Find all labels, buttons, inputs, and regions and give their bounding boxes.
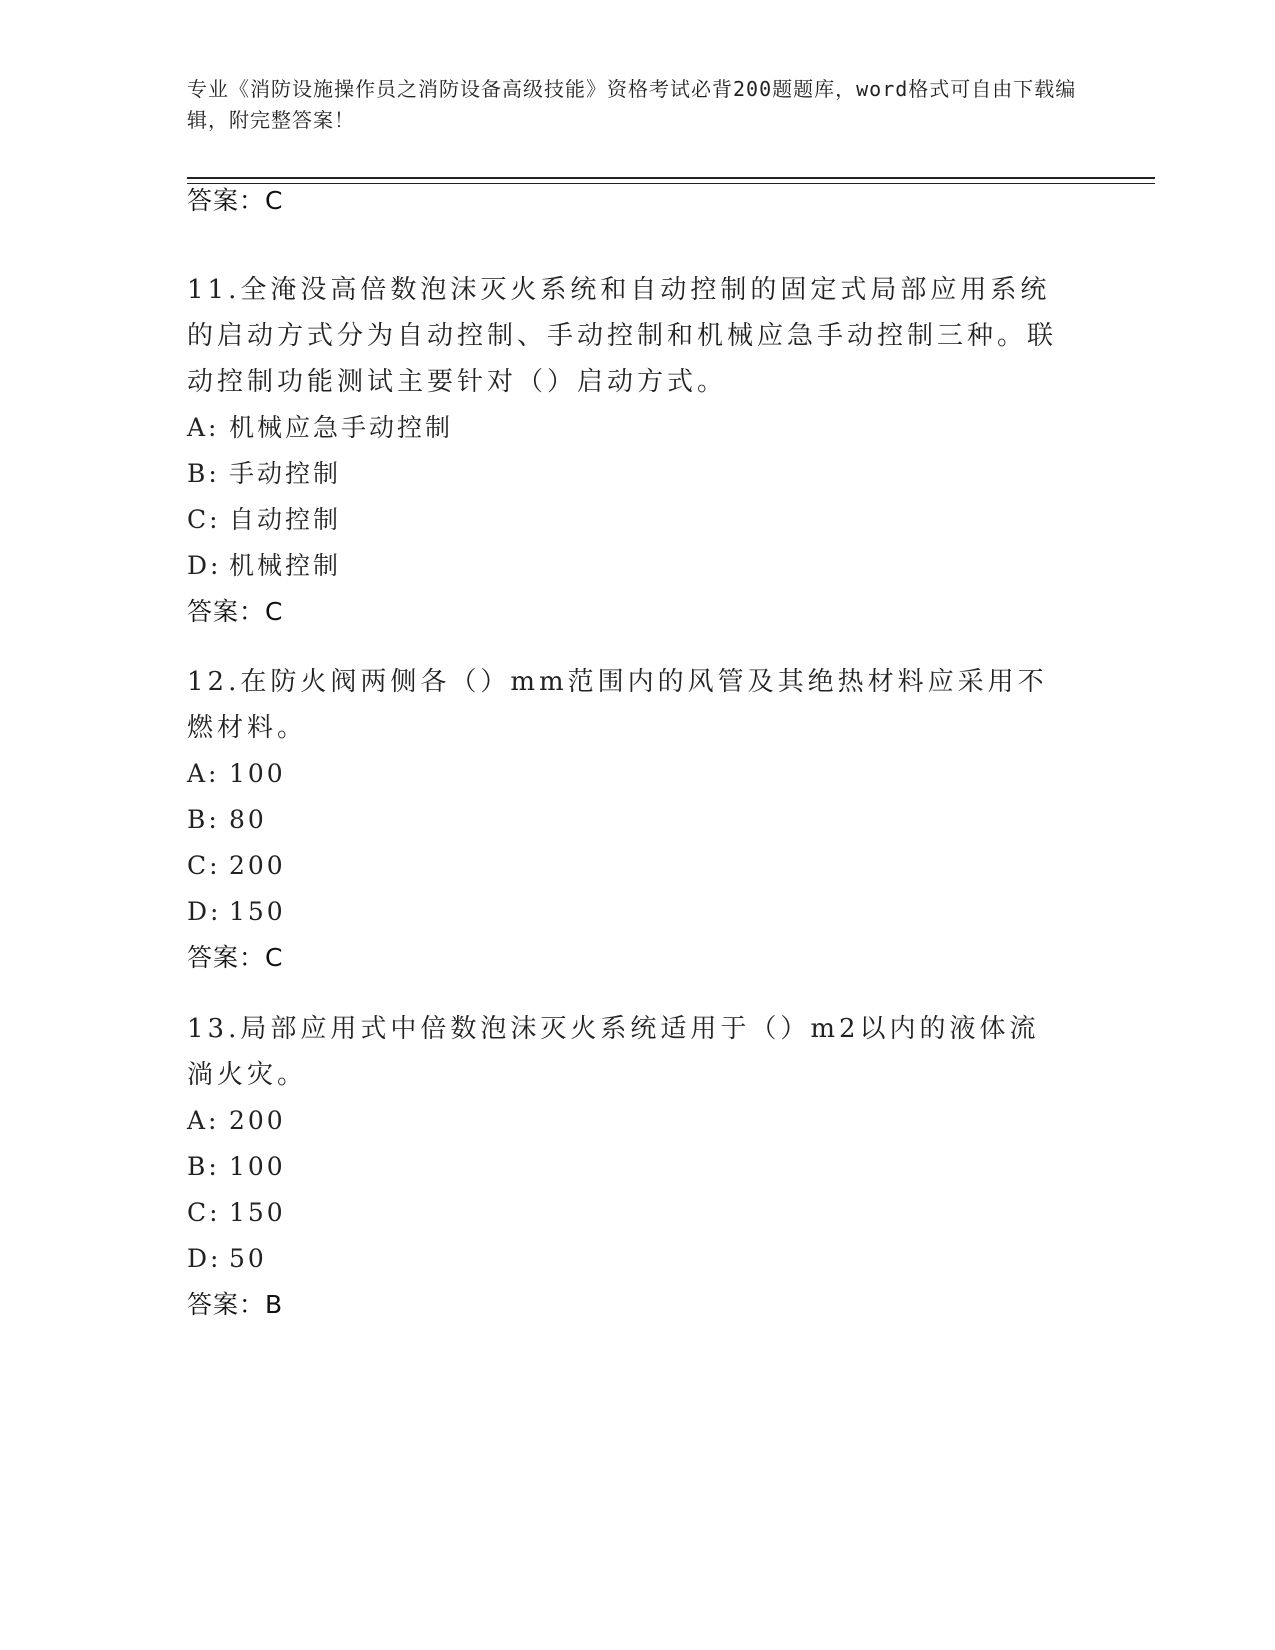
option-text: 机械应急手动控制 bbox=[229, 413, 454, 442]
option-letter: B: bbox=[187, 805, 220, 834]
option-d bbox=[187, 543, 1067, 589]
option-text: 200 bbox=[229, 851, 286, 880]
option-letter: D: bbox=[187, 897, 222, 926]
option-b bbox=[187, 451, 1067, 497]
option-c bbox=[187, 497, 1067, 543]
option-c bbox=[187, 843, 1067, 889]
option-text: 80 bbox=[229, 805, 267, 834]
option-text: 100 bbox=[229, 759, 286, 788]
option-d bbox=[187, 1236, 1067, 1282]
option-text: 手动控制 bbox=[229, 459, 342, 488]
option-a bbox=[187, 751, 1067, 797]
answer-block-q10 bbox=[187, 178, 1087, 224]
option-text: 自动控制 bbox=[229, 505, 342, 534]
answer-q10: 答案：C bbox=[187, 186, 284, 215]
question-text: 12.在防火阀两侧各（）mm范围内的风管及其绝热材料应采用不燃材料。 bbox=[187, 667, 1048, 743]
question-text: 13.局部应用式中倍数泡沫灭火系统适用于（）m2以内的液体流淌火灾。 bbox=[187, 1014, 1040, 1090]
answer-q12: 答案：C bbox=[187, 943, 284, 972]
question-13 bbox=[187, 1006, 1067, 1328]
option-b bbox=[187, 1144, 1067, 1190]
option-text: 200 bbox=[229, 1106, 286, 1135]
option-a bbox=[187, 1098, 1067, 1144]
option-c bbox=[187, 1190, 1067, 1236]
option-letter: D: bbox=[187, 551, 222, 580]
question-12 bbox=[187, 659, 1067, 981]
option-text: 机械控制 bbox=[229, 551, 342, 580]
option-text: 150 bbox=[229, 1198, 286, 1227]
option-a bbox=[187, 405, 1067, 451]
option-letter: D: bbox=[187, 1244, 222, 1273]
question-text: 11.全淹没高倍数泡沫灭火系统和自动控制的固定式局部应用系统的启动方式分为自动控制、手动控制和机械应急手动控制三种。联动控制功能测试主要针对（）启动方式。 bbox=[187, 275, 1058, 397]
option-text: 100 bbox=[229, 1152, 286, 1181]
option-d bbox=[187, 889, 1067, 935]
option-letter: B: bbox=[187, 459, 220, 488]
option-b bbox=[187, 797, 1067, 843]
document-header: 专业《消防设施操作员之消防设备高级技能》资格考试必背200题题库，word格式可自由下载编辑，附完整答案！ bbox=[187, 77, 1077, 132]
answer-q11: 答案：C bbox=[187, 597, 284, 626]
answer-q13: 答案：B bbox=[187, 1290, 284, 1319]
option-letter: A: bbox=[187, 759, 220, 788]
option-letter: C: bbox=[187, 505, 221, 534]
option-letter: C: bbox=[187, 851, 221, 880]
option-letter: C: bbox=[187, 1198, 221, 1227]
option-letter: A: bbox=[187, 413, 220, 442]
option-text: 50 bbox=[229, 1244, 267, 1273]
option-letter: B: bbox=[187, 1152, 220, 1181]
option-text: 150 bbox=[229, 897, 286, 926]
option-letter: A: bbox=[187, 1106, 220, 1135]
question-11 bbox=[187, 267, 1067, 635]
